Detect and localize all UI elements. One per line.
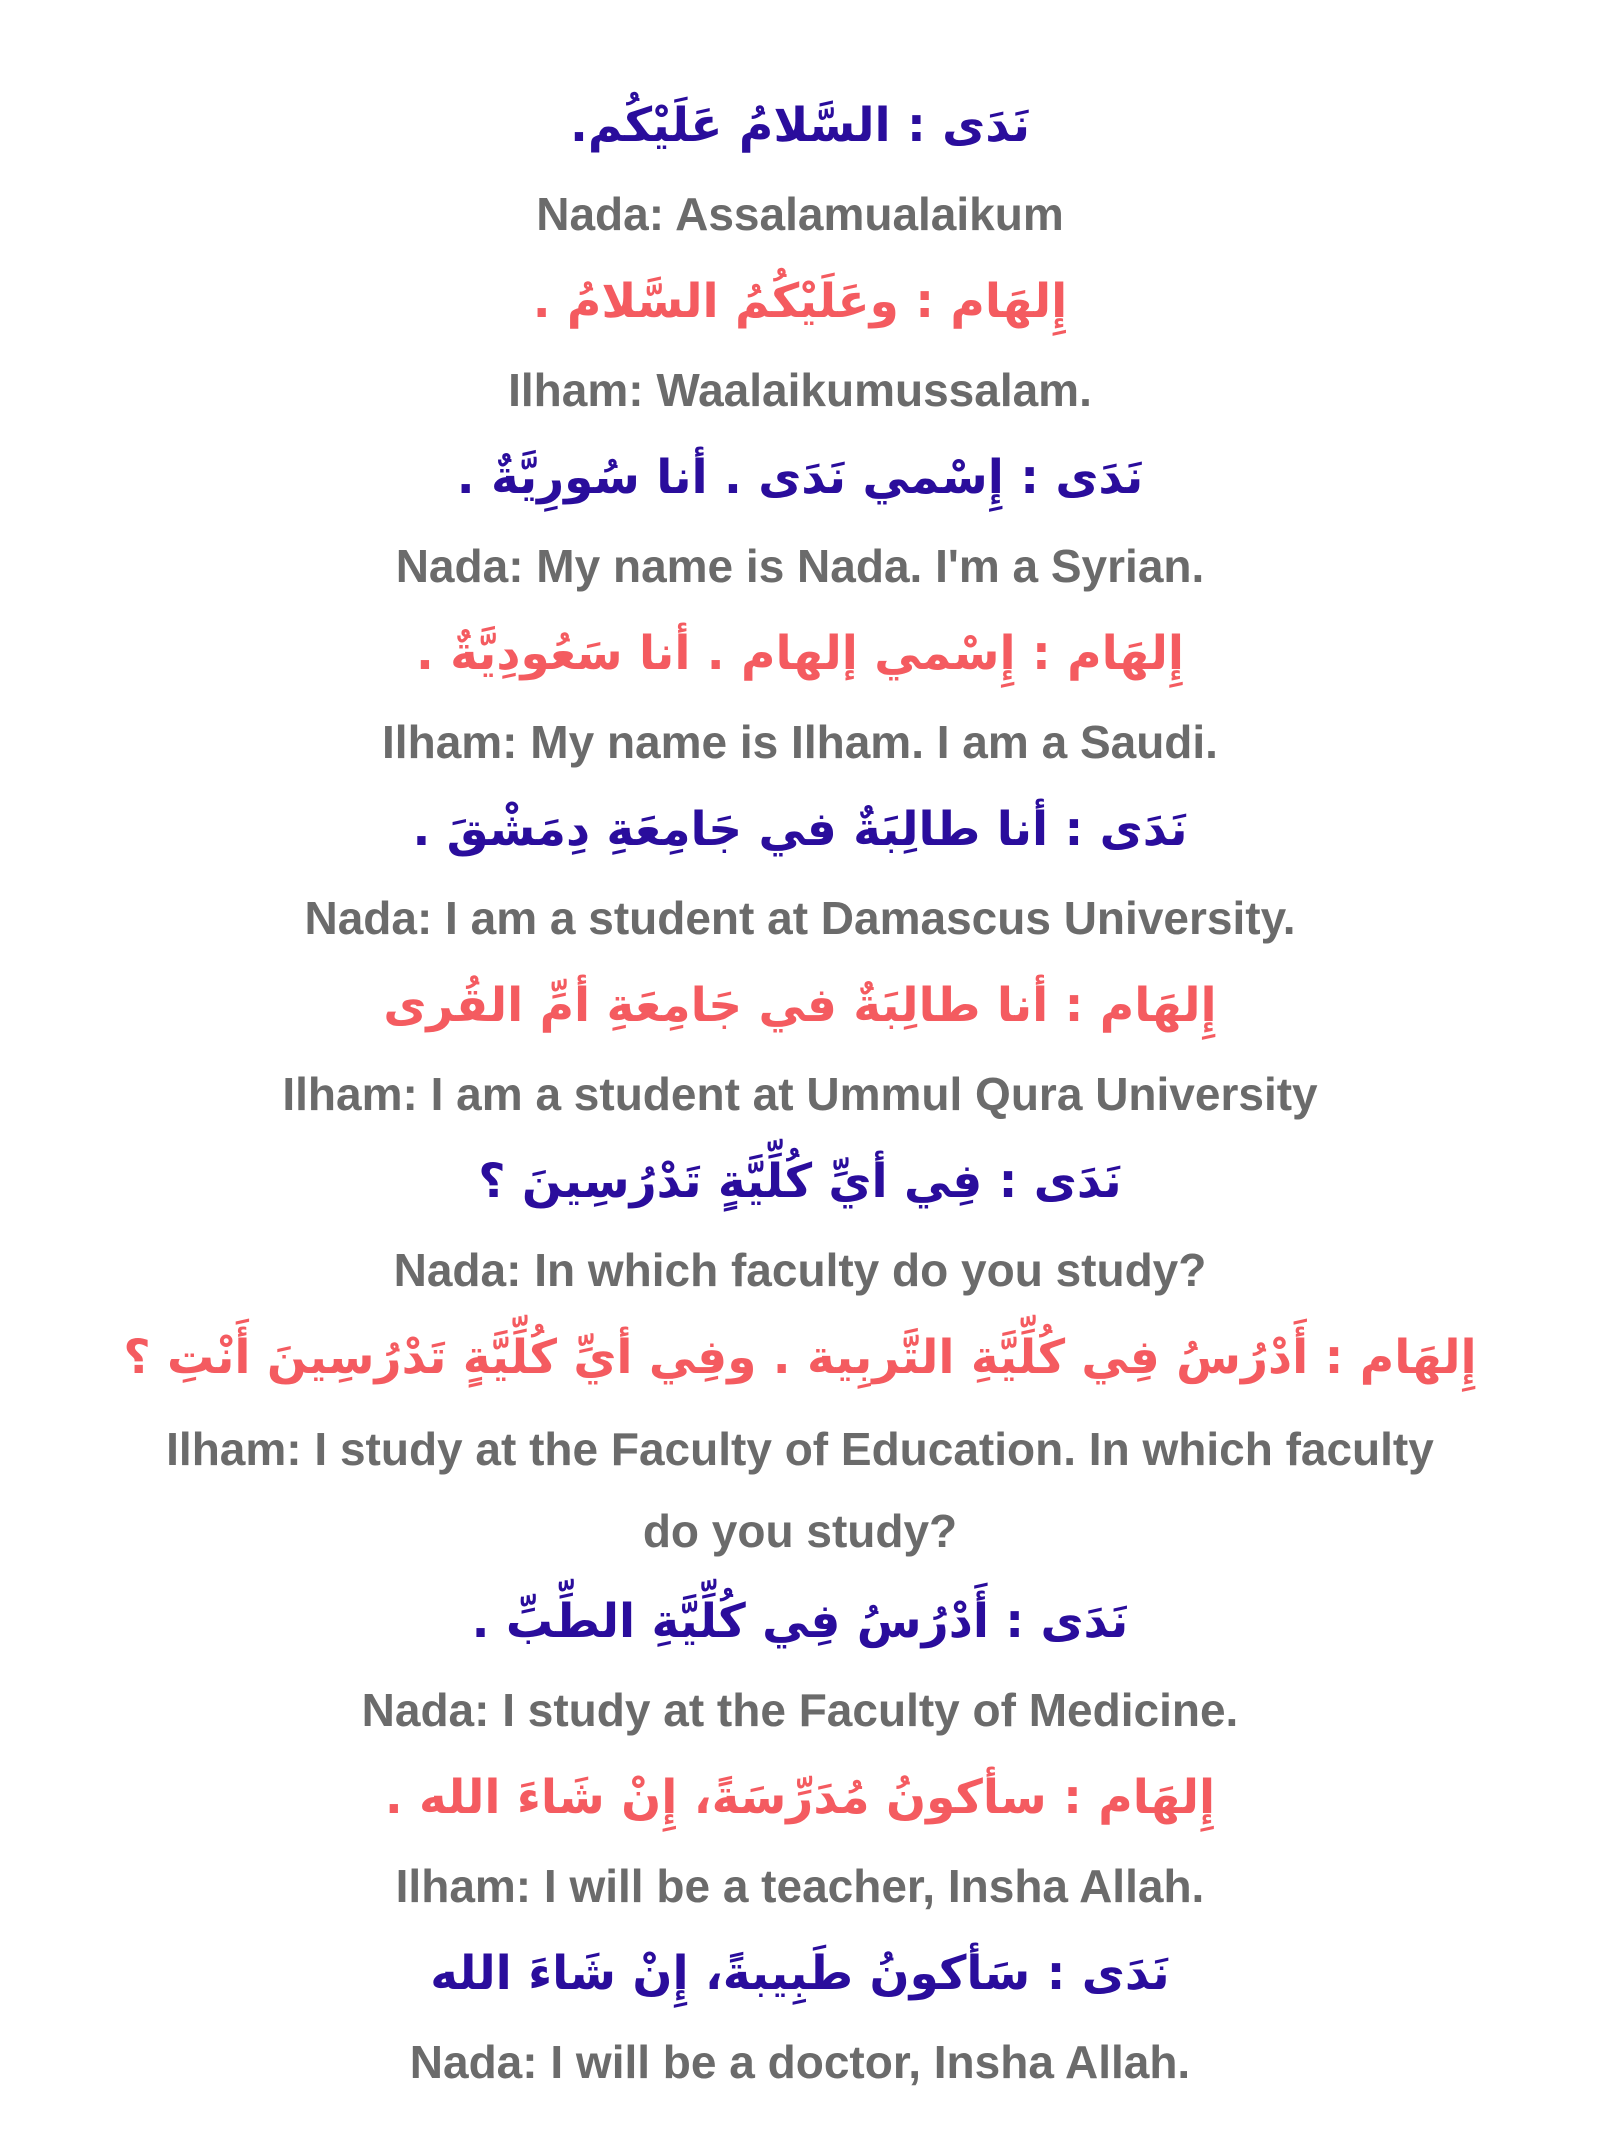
translation-line: Nada: Assalamualaikum: [536, 188, 1064, 240]
translation-line: Ilham: Waalaikumussalam.: [508, 364, 1092, 416]
arabic-line-ilham: إِلهَام : إِسْمي إلهام . أنا سَعُودِيَّةٌ .: [415, 626, 1185, 681]
translation-line: Nada: I will be a doctor, Insha Allah.: [409, 2036, 1191, 2088]
translation-line: Nada: I am a student at Damascus University.: [304, 892, 1296, 944]
translation-line: Ilham: I will be a teacher, Insha Allah.: [395, 1860, 1205, 1912]
arabic-line-ilham: إِلهَام : أنا طالِبَةٌ في جَامِعَةِ أمِّ القُرى: [383, 978, 1217, 1033]
arabic-line-nada: نَدَى : إِسْمي نَدَى . أنا سُورِيَّةٌ .: [456, 450, 1144, 505]
translation-line: Ilham: I am a student at Ummul Qura University: [282, 1068, 1318, 1120]
translation-line: Nada: In which faculty do you study?: [393, 1244, 1207, 1296]
arabic-line-nada: نَدَى : فِي أيِّ كُلِّيَّةٍ تَدْرُسِينَ ؟: [478, 1154, 1122, 1209]
arabic-line-nada: نَدَى : سَأكونُ طَبِيبةً، إِنْ شَاءَ الله: [430, 1946, 1170, 2001]
arabic-line-ilham: إِلهَام : وعَلَيْكُمُ السَّلامُ .: [532, 274, 1068, 329]
arabic-line-nada: نَدَى : أَدْرُسُ فِي كُلِّيَّةِ الطِّبِّ .: [471, 1594, 1129, 1649]
dialogue: [0, 82, 1600, 2106]
arabic-line-ilham: إِلهَام : سأكونُ مُدَرِّسَةً، إِنْ شَاءَ الله .: [384, 1770, 1216, 1825]
translation-line: Ilham: My name is Ilham. I am a Saudi.: [382, 716, 1218, 768]
translation-line: Nada: My name is Nada. I'm a Syrian.: [395, 540, 1205, 592]
arabic-line-ilham: إِلهَام : أَدْرُسُ فِي كُلِّيَّةِ التَّربِية . وفِي أيِّ كُلِّيَّةٍ تَدْرُسِينَ أَنْتِ ؟: [123, 1330, 1477, 1385]
arabic-line-nada: نَدَى : أنا طالِبَةٌ في جَامِعَةِ دِمَشْقَ .: [412, 802, 1188, 857]
arabic-line-nada: نَدَى : السَّلامُ عَلَيْكُم.: [570, 98, 1030, 153]
translation-line: Ilham: I study at the Faculty of Education. In which faculty do you study?: [166, 1423, 1447, 1557]
translation-line: Nada: I study at the Faculty of Medicine.: [361, 1684, 1239, 1736]
